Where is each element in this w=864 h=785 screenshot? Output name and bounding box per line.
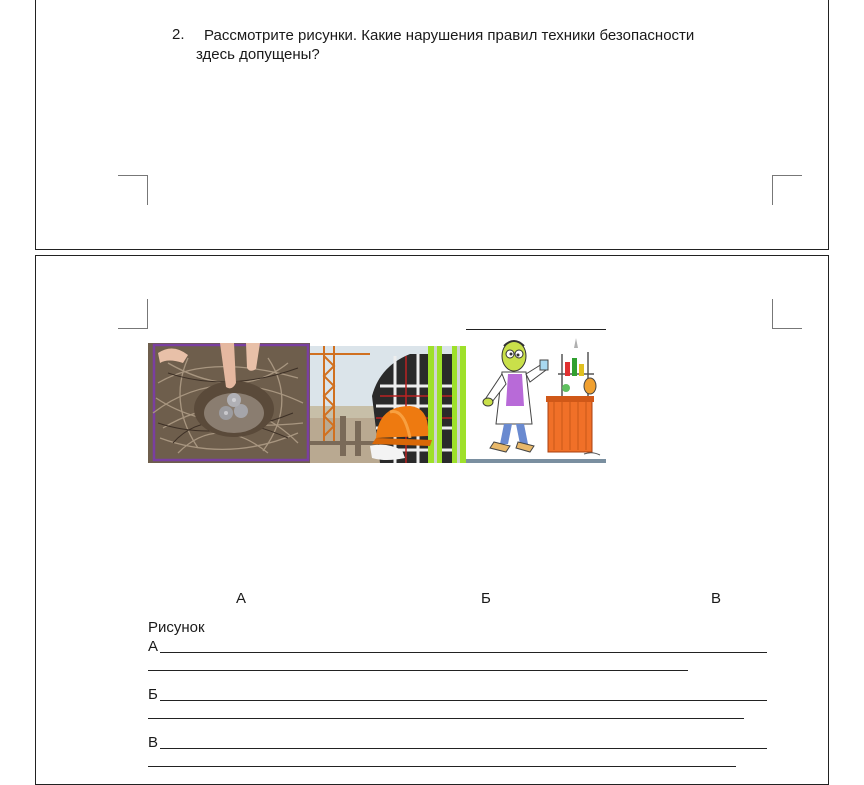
question-number: 2. <box>172 26 185 43</box>
crop-mark-top-left <box>118 299 148 329</box>
image-label-a: А <box>236 590 247 607</box>
question-text-line-2: здесь допущены? <box>196 46 320 63</box>
answer-letter-c: В <box>148 734 159 751</box>
construction-worker-with-orange-helmet-photo-icon <box>310 346 466 463</box>
image-c <box>466 334 606 463</box>
question-text <box>196 26 756 64</box>
answer-line-a-2[interactable] <box>148 670 688 671</box>
answer-line-b-1[interactable] <box>160 700 767 701</box>
cartoon-scientist-drinking-chemical-icon <box>466 334 606 463</box>
header-line <box>466 329 606 330</box>
crop-mark-top-right <box>772 299 802 329</box>
answer-line-b-2[interactable] <box>148 718 744 719</box>
answer-line-a-1[interactable] <box>160 652 767 653</box>
answer-line-c-1[interactable] <box>160 748 767 749</box>
answer-line-c-2[interactable] <box>148 766 736 767</box>
crop-mark-bottom-left <box>118 175 148 205</box>
image-b <box>310 346 466 463</box>
answer-heading: Рисунок <box>148 619 205 636</box>
answer-letter-a: А <box>148 638 159 655</box>
image-label-c: В <box>711 590 722 607</box>
document-page-2 <box>35 255 829 785</box>
image-a <box>148 343 310 463</box>
question-text-line-1: Рассмотрите рисунки. Какие нарушения правил техники безопасности <box>204 27 695 44</box>
bird-nest-with-eggs-photo-icon <box>148 343 310 463</box>
image-label-b: Б <box>481 590 491 607</box>
answer-letter-b: Б <box>148 686 158 703</box>
crop-mark-bottom-right <box>772 175 802 205</box>
